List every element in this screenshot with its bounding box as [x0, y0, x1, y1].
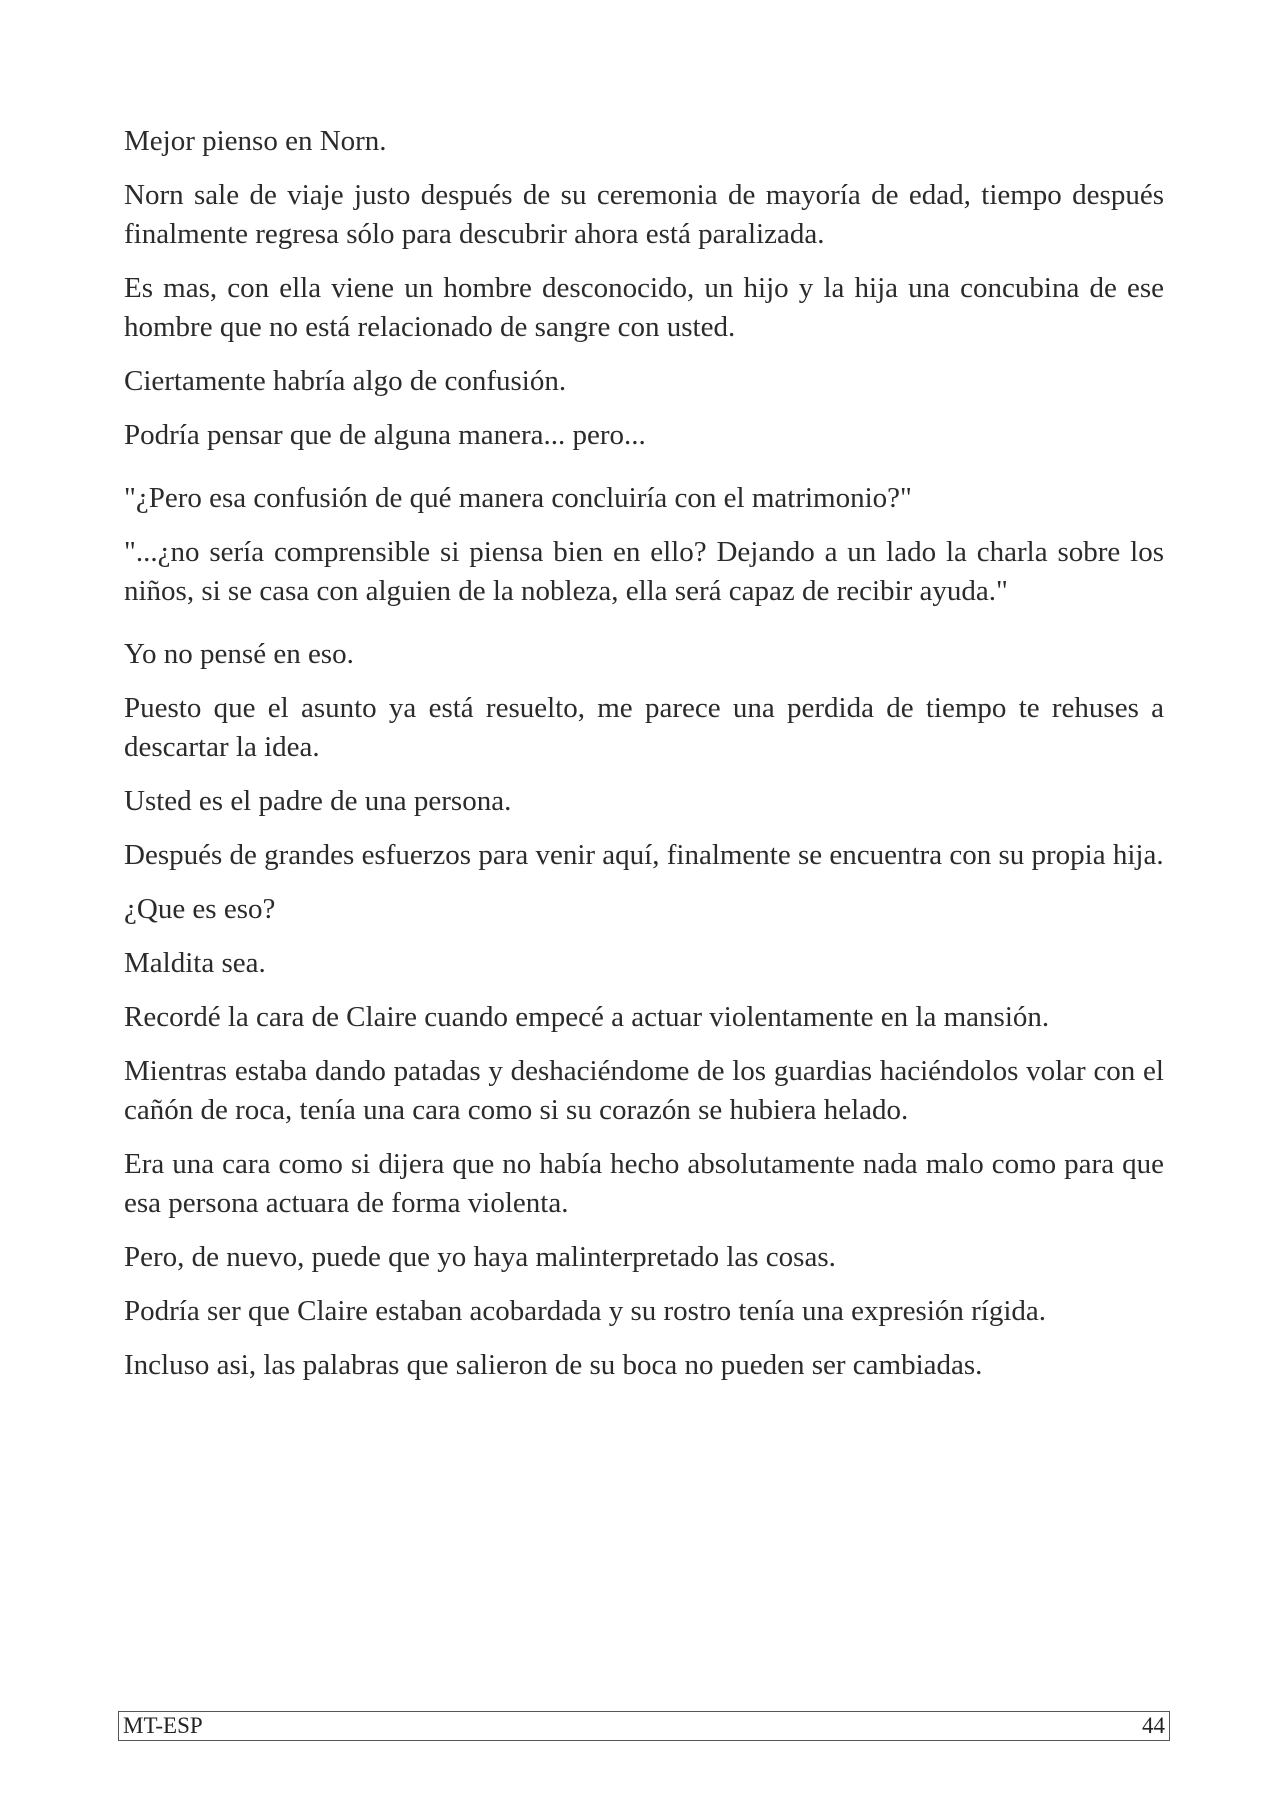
paragraph: Yo no pensé en eso.: [124, 638, 354, 670]
paragraph: ¿Que es eso?: [124, 893, 276, 925]
paragraph: Usted es el padre de una persona.: [124, 785, 512, 817]
paragraph: Mejor pienso en Norn.: [124, 125, 387, 157]
dialogue-paragraph: "...¿no sería comprensible si piensa bien en ello? Dejando a un lado la charla sobre los niños, si se casa con alguien de la nobleza, ella será capaz de recibir ayuda.": [124, 536, 1164, 607]
page-footer: [118, 1711, 1170, 1741]
paragraph: Norn sale de viaje justo después de su ceremonia de mayoría de edad, tiempo después finalmente regresa sólo para descubrir ahora está paralizada.: [124, 179, 1164, 250]
footer-label: MT-ESP: [123, 1713, 203, 1738]
paragraph: Maldita sea.: [124, 947, 266, 979]
paragraph: Después de grandes esfuerzos para venir aquí, finalmente se encuentra con su propia hija.: [124, 839, 1164, 871]
page-body: [124, 122, 1164, 1400]
paragraph: Podría ser que Claire estaban acobardada y su rostro tenía una expresión rígida.: [124, 1295, 1047, 1327]
paragraph: Pero, de nuevo, puede que yo haya malinterpretado las cosas.: [124, 1241, 836, 1273]
paragraph: Incluso asi, las palabras que salieron de su boca no pueden ser cambiadas.: [124, 1349, 983, 1381]
paragraph: Podría pensar que de alguna manera... pero...: [124, 419, 646, 451]
paragraph: Ciertamente habría algo de confusión.: [124, 365, 567, 397]
page-number: 44: [1142, 1713, 1165, 1738]
paragraph: Era una cara como si dijera que no había hecho absolutamente nada malo como para que esa persona actuara de forma violenta.: [124, 1148, 1164, 1219]
paragraph: Mientras estaba dando patadas y deshaciéndome de los guardias haciéndolos volar con el cañón de roca, tenía una cara como si su corazón se hubiera helado.: [124, 1055, 1164, 1126]
paragraph: Es mas, con ella viene un hombre desconocido, un hijo y la hija una concubina de ese hombre que no está relacionado de sangre con usted.: [124, 272, 1164, 343]
dialogue-paragraph: "¿Pero esa confusión de qué manera concluiría con el matrimonio?": [124, 482, 912, 514]
paragraph: Recordé la cara de Claire cuando empecé a actuar violentamente en la mansión.: [124, 1001, 1050, 1033]
paragraph: Puesto que el asunto ya está resuelto, me parece una perdida de tiempo te rehuses a descartar la idea.: [124, 692, 1164, 763]
